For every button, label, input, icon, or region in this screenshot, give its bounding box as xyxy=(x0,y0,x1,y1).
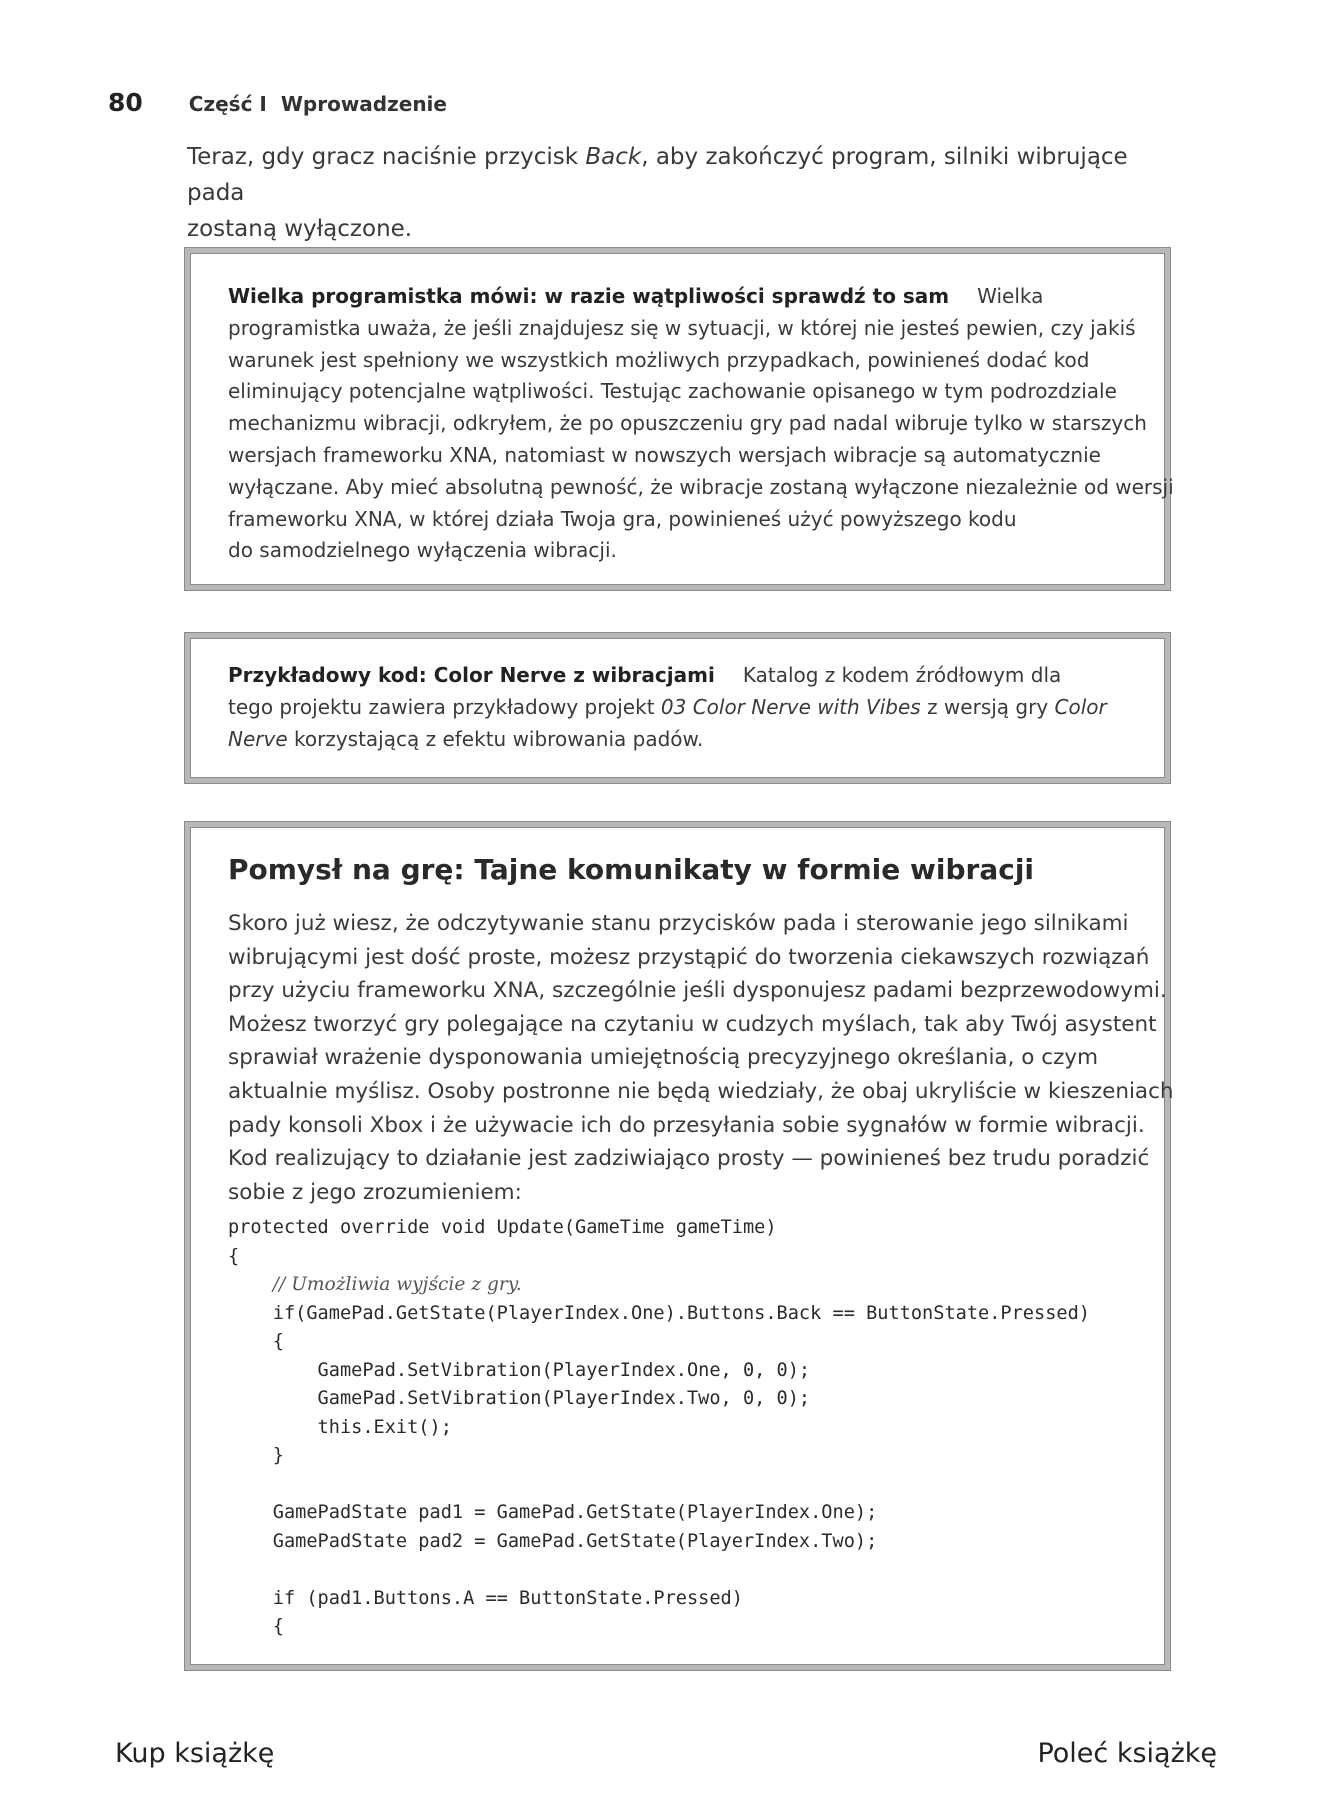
game-idea-title: Pomysł na grę: Tajne komunikaty w formie wibracji xyxy=(228,853,1035,886)
code-line: if (pad1.Buttons.A == ButtonState.Pressed) xyxy=(228,1587,743,1609)
code-line: } xyxy=(228,1445,284,1466)
idea-line: przy użyciu frameworku XNA, szczególnie jeśli dysponujesz padami bezprzewodowymi. xyxy=(228,978,1167,1004)
code-line: GamePadState pad1 = GamePad.GetState(PlayerIndex.One); xyxy=(228,1502,878,1523)
code-line: { xyxy=(228,1245,240,1267)
tip-line: wyłączane. Aby mieć absolutną pewność, że wibracje zostaną wyłączone niezależnie od wersji xyxy=(228,474,1174,499)
code-line: GamePad.SetVibration(PlayerIndex.Two, 0, 0); xyxy=(228,1388,811,1409)
idea-line: pady konsoli Xbox i że używacie ich do przesyłania sobie sygnałów w formie wibracji. xyxy=(228,1112,1145,1138)
idea-line: sobie z jego zrozumieniem: xyxy=(228,1179,522,1205)
idea-line: aktualnie myślisz. Osoby postronne nie będą wiedziały, że obaj ukryliście w kieszeniach xyxy=(228,1078,1174,1104)
code-line: protected override void Update(GameTime gameTime) xyxy=(228,1217,777,1238)
intro-emphasis: Back xyxy=(585,144,642,170)
part-title: Wprowadzenie xyxy=(280,92,447,116)
sample-text: tego projektu zawiera przykładowy projekt xyxy=(228,694,661,719)
idea-line: wibrującymi jest dość proste, możesz przystąpić do tworzenia ciekawszych rozwiązań xyxy=(228,944,1150,970)
tip-line: do samodzielnego wyłączenia wibracji. xyxy=(228,538,617,563)
intro-text: Teraz, gdy gracz naciśnie przycisk xyxy=(187,144,586,170)
tip-line: mechanizmu wibracji, odkryłem, że po opuszczeniu gry pad nadal wibruje tylko w starszych xyxy=(228,411,1147,436)
sample-code-text xyxy=(228,660,1123,755)
tip-line: frameworku XNA, w której działa Twoja gra, powinieneś użyć powyższego kodu xyxy=(228,506,1017,531)
tip-box-programmer xyxy=(185,248,1174,590)
game-name: Color xyxy=(1054,694,1107,719)
sample-text: z wersją gry xyxy=(920,694,1055,719)
running-header xyxy=(108,88,447,124)
section-title xyxy=(189,92,447,116)
tip-line: eliminujący potencjalne wątpliwości. Testując zachowanie opisanego w tym podrozdziale xyxy=(228,379,1117,404)
recommend-book-link[interactable]: Poleć książkę xyxy=(1037,1738,1217,1769)
code-comment: // Umożliwia wyjście z gry. xyxy=(272,1274,522,1295)
code-line: { xyxy=(228,1331,284,1352)
idea-line: sprawiał wrażenie dysponowania umiejętnością precyzyjnego określania, o czym xyxy=(228,1045,1099,1071)
project-name: 03 Color Nerve with Vibes xyxy=(660,694,921,719)
sample-first-words: Katalog z kodem źródłowym dla xyxy=(742,663,1062,687)
tip-line: wersjach frameworku XNA, natomiast w nowszych wersjach wibracje są automatycznie xyxy=(228,442,1101,467)
game-name-cont: Nerve xyxy=(228,726,288,751)
code-line xyxy=(228,1271,1138,1300)
part-label: Część I xyxy=(188,92,267,116)
page-number: 80 xyxy=(108,88,143,117)
intro-line2: zostaną wyłączone. xyxy=(187,216,413,242)
tip-heading: Wielka programistka mówi: w razie wątpliwości sprawdź to sam xyxy=(228,284,950,308)
code-line xyxy=(228,1471,1138,1500)
game-idea-box xyxy=(185,822,1174,1670)
game-idea-body xyxy=(228,907,1174,1209)
code-line xyxy=(228,1556,1138,1585)
sample-code-box xyxy=(185,633,1170,783)
tip-text xyxy=(228,281,1174,567)
code-line: { xyxy=(228,1616,284,1637)
tip-line: programistka uważa, że jeśli znajdujesz się w sytuacji, w której nie jesteś pewien, czy jakiś xyxy=(228,315,1136,340)
tip-line: warunek jest spełniony we wszystkich możliwych przypadkach, powinieneś dodać kod xyxy=(228,347,1090,372)
sample-code-heading: Przykładowy kod: Color Nerve z wibracjami xyxy=(228,663,715,687)
code-line: this.Exit(); xyxy=(228,1416,452,1438)
intro-paragraph xyxy=(187,139,1167,247)
idea-line: Skoro już wiesz, że odczytywanie stanu przycisków pada i sterowanie jego silnikami xyxy=(228,911,1129,936)
intro-text-cont: , aby zakończyć program, silniki wibrujące pada xyxy=(187,144,1128,206)
sample-text: korzystającą z efektu wibrowania padów. xyxy=(287,726,704,751)
code-line: GamePadState pad2 = GamePad.GetState(PlayerIndex.Two); xyxy=(228,1530,878,1552)
tip-first-words: Wielka xyxy=(977,284,1044,308)
idea-line: Kod realizujący to działanie jest zadziwiająco prosty — powinieneś bez trudu poradzić xyxy=(228,1146,1150,1172)
code-line: if(GamePad.GetState(PlayerIndex.One).Buttons.Back == ButtonState.Pressed) xyxy=(228,1302,1090,1324)
code-line: GamePad.SetVibration(PlayerIndex.One, 0, 0); xyxy=(228,1359,811,1381)
idea-line: Możesz tworzyć gry polegające na czytaniu w cudzych myślach, tak aby Twój asystent xyxy=(228,1011,1157,1037)
code-listing xyxy=(228,1214,1138,1642)
buy-book-link[interactable]: Kup książkę xyxy=(115,1738,275,1769)
